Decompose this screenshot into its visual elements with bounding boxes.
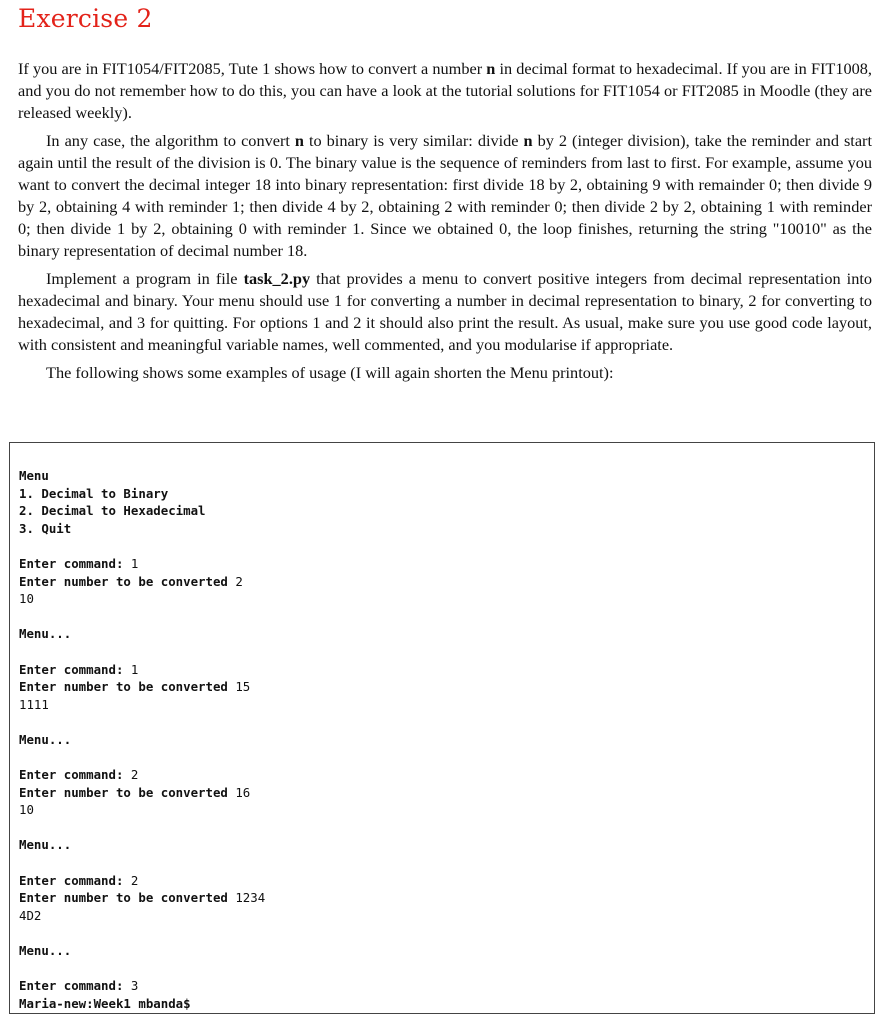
paragraph-3: Implement a program in file task_2.py that provides a menu to convert positive integers from decimal representation into hexadecimal and binary. Your menu should use 1 for converting a number in decimal representation to binary, 2 for converting to hexadecimal, and 3 for quitting. For options 1 and 2 it should also print the result. As usual, make sure you use good code layout, with consistent and meaningful variable names, well commented, and you modularise if appropriate. xyxy=(18,269,873,354)
number-line: Enter number to be converted 1234 xyxy=(19,890,266,906)
number-line: Enter number to be converted 16 xyxy=(19,784,251,800)
paragraph-1: If you are in FIT1054/FIT2085, Tute 1 shows how to convert a number n in decimal format to hexadecimal. If you are in FIT1008, and you do not remember how to do this, you can have a look at the tutorial solutions for FIT1054 or FIT2085 in Moodle (they are released weekly). xyxy=(18,59,872,122)
number-line: Enter number to be converted 2 xyxy=(19,573,243,589)
menu-short: Menu... xyxy=(19,943,72,959)
result-line: 10 xyxy=(19,802,34,818)
menu-short: Menu... xyxy=(19,837,72,853)
usage-example-box xyxy=(9,442,875,1014)
result-line: 4D2 xyxy=(19,907,42,923)
result-line: 1111 xyxy=(19,696,49,712)
shell-prompt: Maria-new:Week1 mbanda$ xyxy=(19,995,191,1011)
exercise-description xyxy=(18,58,872,390)
command-line: Enter command: 2 xyxy=(19,872,139,888)
number-line: Enter number to be converted 15 xyxy=(19,679,251,695)
menu-item-hex: 2. Decimal to Hexadecimal xyxy=(19,503,206,519)
exercise-title: Exercise 2 xyxy=(18,4,153,33)
command-line: Enter command: 1 xyxy=(19,661,139,677)
menu-short: Menu... xyxy=(19,731,72,747)
paragraph-2: In any case, the algorithm to convert n to binary is very similar: divide n by 2 (integer division), take the reminder and start again until the result of the division is 0. The binary value is the sequence of reminders from last to first. For example, assume you want to convert the decimal integer 18 into binary representation: first divide 18 by 2, obtaining 9 with remainder 0; then divide 9 by 2, obtaining 4 with reminder 1; then divide 4 by 2, obtaining 2 with reminder 0; then divide 2 by 2, obtaining 1 with reminder 0; then divide 1 by 2, obtaining 0 with reminder 1. Since we obtained 0, the loop finishes, returning the string "10010" as the binary representation of decimal number 18. xyxy=(18,131,873,260)
menu-short: Menu... xyxy=(19,626,72,642)
filename: task_2.py xyxy=(243,269,311,288)
command-line: Enter command: 2 xyxy=(19,767,139,783)
paragraph-4: The following shows some examples of usage (I will again shorten the Menu printout): xyxy=(46,363,614,382)
menu-header: Menu xyxy=(19,468,49,483)
menu-item-binary: 1. Decimal to Binary xyxy=(19,485,169,501)
menu-item-quit: 3. Quit xyxy=(19,520,72,536)
result-line: 10 xyxy=(19,591,34,607)
command-line: Enter command: 1 xyxy=(19,555,139,571)
command-line: Enter command: 3 xyxy=(19,978,139,994)
